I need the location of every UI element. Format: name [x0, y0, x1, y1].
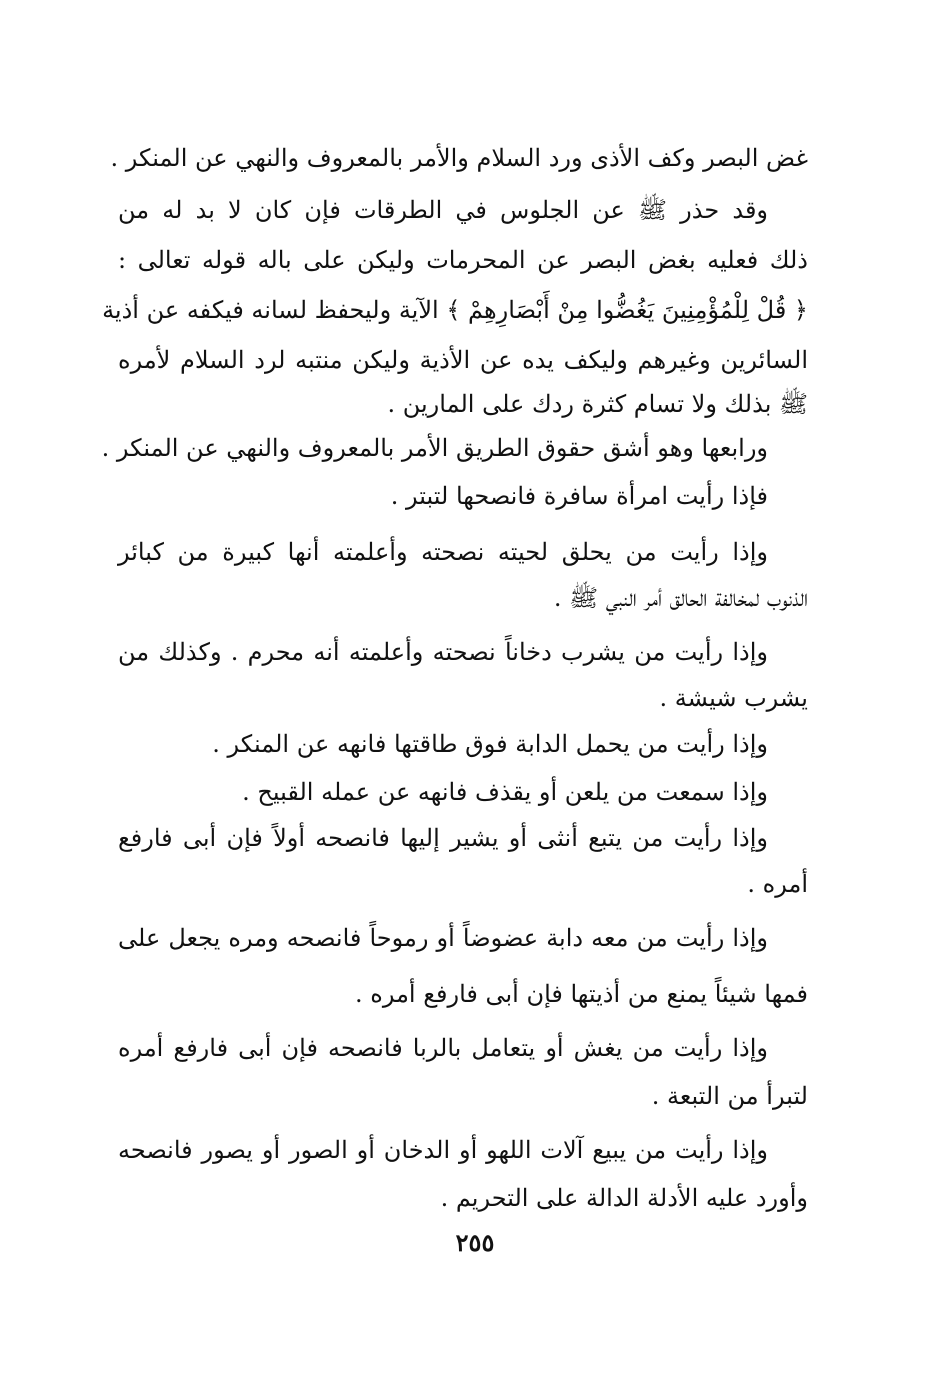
text-line-19: وإذا رأيت من يغش أو يتعامل بالربا فانصحه فإن أبى فارفع أمره [118, 1034, 768, 1062]
text-line-1: غض البصر وكف الأذى ورد السلام والأمر بالمعروف والنهي عن المنكر . [110, 144, 808, 172]
text-line-14: وإذا سمعت من يلعن أو يقذف فانهه عن عمله القبيح . [242, 778, 768, 806]
text-line-18: فمها شيئاً يمنع من أذيتها فإن أبى فارفع أمره . [355, 980, 808, 1008]
text-line-5: السائرين وغيرهم وليكف يده عن الأذية وليكن منتبه لرد السلام لأمره [118, 346, 808, 374]
text-line-13: وإذا رأيت من يحمل الدابة فوق طاقتها فانهه عن المنكر . [212, 730, 768, 758]
text-line-4: ﴿ قُلْ لِلْمُؤْمِنِينَ يَغُضُّوا مِنْ أَبْصَارِهِمْ ﴾ الآية وليحفظ لسانه فيكفه عن أذية [102, 296, 808, 324]
text-line-10: الذنوب لمخالفة الحالق أمر النبي ﷺ . [553, 584, 808, 612]
text-line-16: أمره . [747, 870, 808, 898]
text-line-2: وقد حذر ﷺ عن الجلوس في الطرقات فإن كان لا بد له من [118, 196, 768, 224]
page-number: ٢٥٥ [455, 1228, 495, 1257]
text-line-20: لتبرأ من التبعة . [651, 1082, 808, 1110]
text-line-8: فإذا رأيت امرأة سافرة فانصحها لتبتر . [390, 482, 768, 510]
text-line-9: وإذا رأيت من يحلق لحيته نصحته وأعلمته أنها كبيرة من كبائر [118, 538, 768, 566]
text-line-15: وإذا رأيت من يتبع أنثى أو يشير إليها فانصحه أولاً فإن أبى فارفع [118, 824, 768, 852]
text-line-21: وإذا رأيت من يبيع آلات اللهو أو الدخان أو الصور أو يصور فانصحه [118, 1136, 768, 1164]
text-line-12: يشرب شيشة . [659, 684, 808, 712]
text-line-6: ﷺ بذلك ولا تسام كثرة ردك على المارين . [387, 390, 808, 418]
text-line-22: وأورد عليه الأدلة الدالة على التحريم . [440, 1184, 808, 1212]
text-line-17: وإذا رأيت من معه دابة عضوضاً أو رموحاً فانصحه ومره يجعل على [118, 924, 768, 952]
text-line-11: وإذا رأيت من يشرب دخاناً نصحته وأعلمته أنه محرم . وكذلك من [118, 638, 768, 666]
text-line-3: ذلك فعليه بغض البصر عن المحرمات وليكن على باله قوله تعالى : [118, 246, 808, 274]
text-line-7: ورابعها وهو أشق حقوق الطريق الأمر بالمعروف والنهي عن المنكر . [101, 434, 768, 462]
